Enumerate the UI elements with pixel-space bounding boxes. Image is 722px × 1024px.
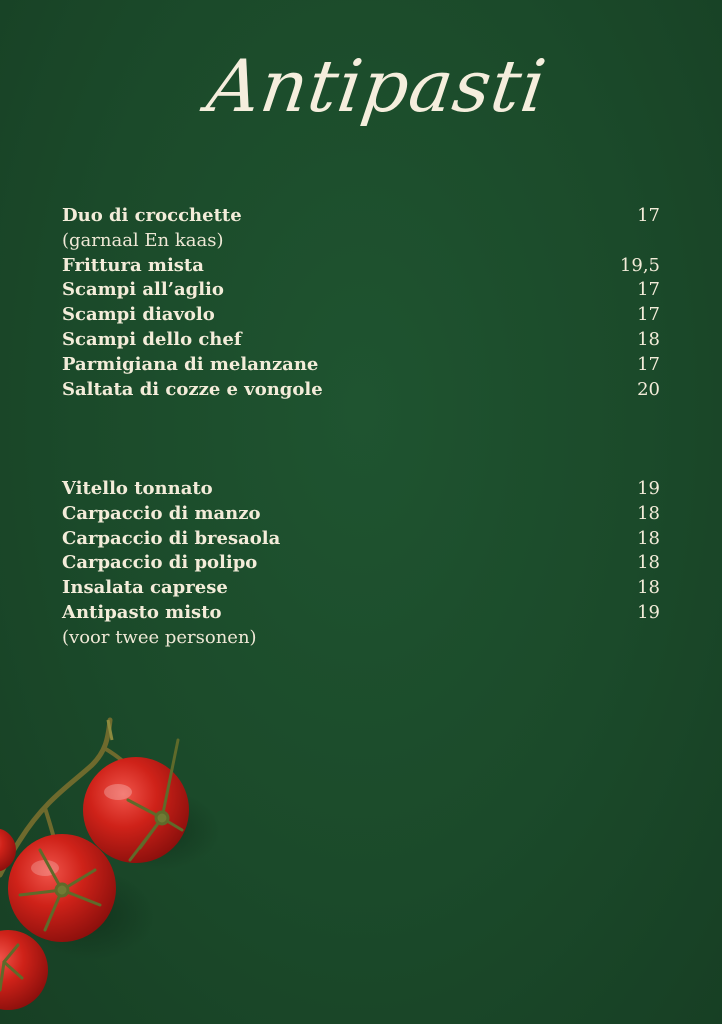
menu-item-name: Scampi dello chef — [62, 328, 242, 350]
menu-item — [62, 303, 660, 328]
menu-item-name: Frittura mista — [62, 254, 204, 276]
menu-item — [62, 378, 660, 403]
menu-item-price: 18 — [637, 502, 660, 524]
menu-item-name: Saltata di cozze e vongole — [62, 378, 323, 400]
menu-item-price: 18 — [637, 552, 660, 574]
menu-item-price: 18 — [637, 328, 660, 350]
menu-item-price: 17 — [637, 279, 660, 301]
menu-item-price: 19 — [637, 601, 660, 623]
menu-section-1 — [62, 204, 660, 402]
menu-item-price: 19 — [637, 478, 660, 499]
menu-item-price: 17 — [637, 353, 660, 375]
menu-item-price: 20 — [637, 378, 660, 400]
menu-item-name: Vitello tonnato — [62, 478, 213, 499]
menu-item — [62, 601, 660, 626]
menu-item-name: Antipasto misto — [62, 601, 222, 623]
menu-item-note: (garnaal En kaas) — [62, 229, 224, 251]
menu-item-name: Carpaccio di bresaola — [62, 527, 281, 549]
cherry-tomatoes-image — [0, 700, 230, 1024]
menu-item — [62, 254, 660, 279]
menu-item-name: Scampi all’aglio — [62, 279, 224, 301]
menu-item-name: Carpaccio di polipo — [62, 552, 258, 574]
menu-item-name: Carpaccio di manzo — [62, 502, 261, 524]
menu-item — [62, 328, 660, 353]
menu-item — [62, 353, 660, 378]
menu-item-name: Insalata caprese — [62, 577, 228, 599]
menu-item — [62, 551, 660, 576]
menu-item-name: Parmigiana di melanzane — [62, 353, 319, 375]
menu-item — [62, 527, 660, 552]
menu-section-2 — [62, 477, 660, 651]
menu-item — [62, 204, 660, 229]
menu-item-price: 18 — [637, 577, 660, 599]
menu-item — [62, 278, 660, 303]
menu-item — [62, 477, 660, 502]
page-title: Antipasti — [202, 44, 552, 128]
menu-item-note: (voor twee personen) — [62, 626, 257, 648]
menu-item-name: Duo di crocchette — [62, 205, 242, 226]
menu-item — [62, 576, 660, 601]
menu-item-price: 19,5 — [619, 254, 660, 276]
menu-item-price: 18 — [637, 527, 660, 549]
menu-item-price: 17 — [637, 304, 660, 326]
menu-item — [62, 502, 660, 527]
menu-item-price: 17 — [637, 205, 660, 226]
menu-item-name: Scampi diavolo — [62, 304, 215, 326]
